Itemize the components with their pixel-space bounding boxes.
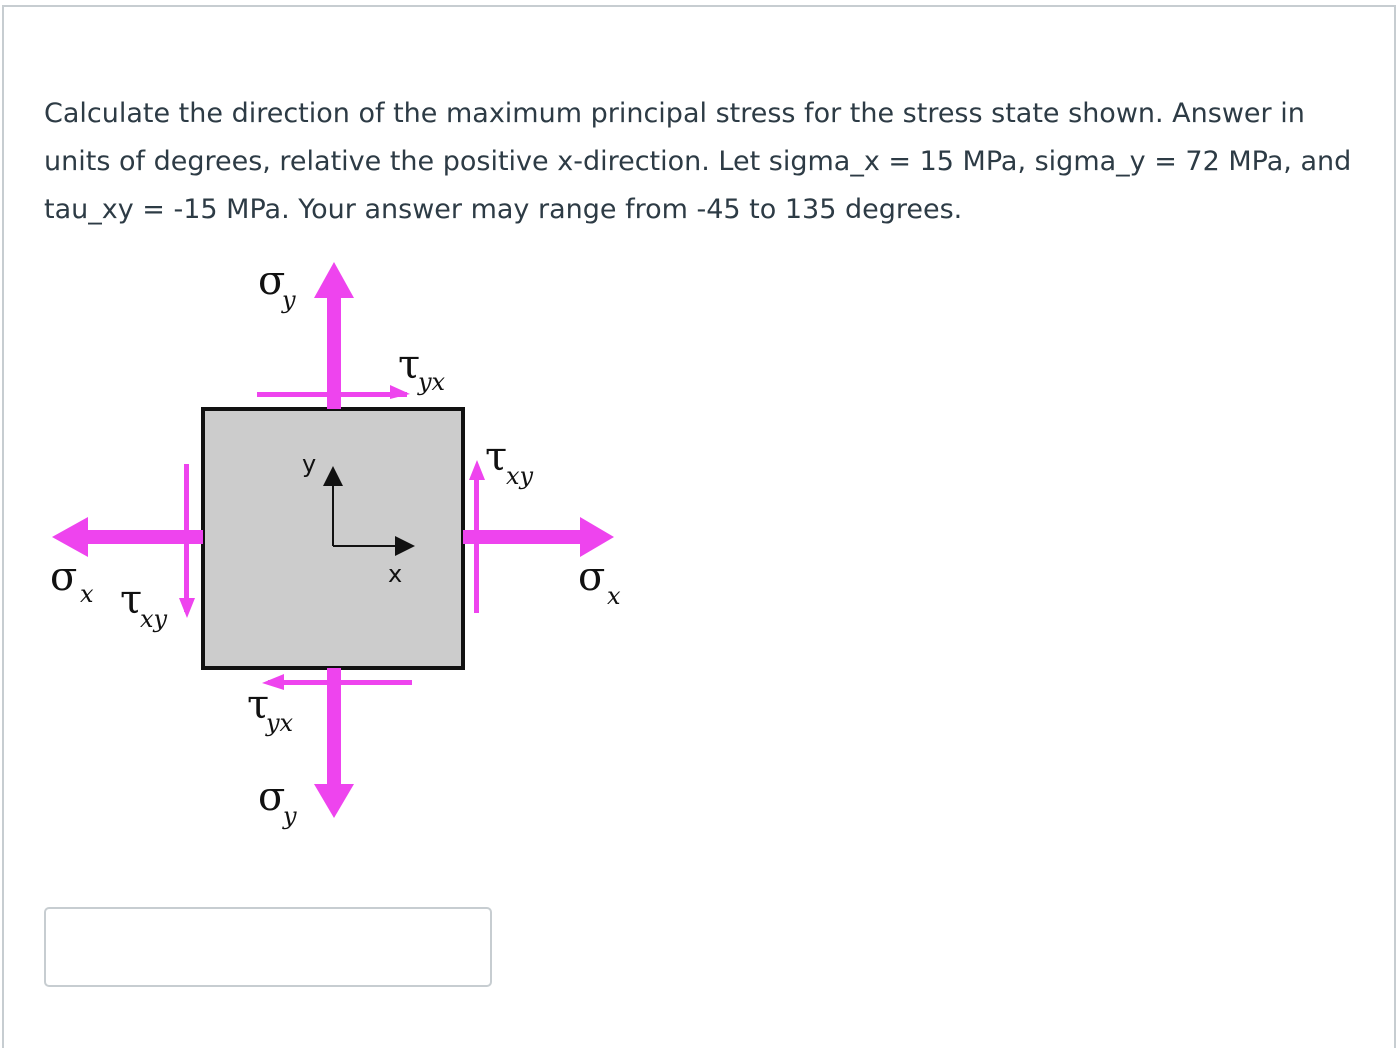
subscript-x: x xyxy=(607,582,621,610)
tau-symbol: τ xyxy=(485,434,508,480)
sigma-x-right-arrow xyxy=(463,517,614,557)
sigma-symbol: σ xyxy=(50,554,78,600)
tau-symbol: τ xyxy=(398,342,421,388)
tau-symbol: τ xyxy=(247,682,270,728)
tau-symbol: τ xyxy=(120,577,143,623)
subscript-yx: yx xyxy=(418,368,446,396)
subscript-yx: yx xyxy=(266,709,294,737)
label-sigma-x-left xyxy=(50,554,94,608)
subscript-xy: xy xyxy=(140,605,168,633)
subscript-x: x xyxy=(80,580,94,608)
answer-input[interactable] xyxy=(44,907,492,987)
sigma-y-top-arrow xyxy=(314,262,354,409)
axis-label-y: y xyxy=(302,450,317,478)
label-sigma-x-right xyxy=(578,554,621,610)
label-sigma-y-top xyxy=(258,258,296,314)
sigma-x-left-arrow xyxy=(52,517,203,557)
label-tau-xy-left xyxy=(120,577,168,633)
label-tau-yx-bottom xyxy=(247,682,294,737)
subscript-y: y xyxy=(282,286,296,314)
subscript-xy: xy xyxy=(506,462,534,490)
question-text: Calculate the direction of the maximum principal stress for the stress state shown. Answer in units of degrees, relative the positive x-direction. Let sigma_x = 15 MPa, sigma_y = 72 MPa, and tau_xy = -15 MPa. Your answer may range from -45 to 135 degrees. xyxy=(44,98,1352,225)
axis-label-x: x xyxy=(388,560,403,588)
sigma-y-bottom-arrow xyxy=(314,668,354,818)
sigma-symbol: σ xyxy=(258,258,286,304)
label-sigma-y-bottom xyxy=(258,774,297,830)
subscript-y: y xyxy=(283,802,297,830)
label-tau-yx-top xyxy=(398,342,446,396)
label-tau-xy-right xyxy=(485,434,534,490)
stress-element-diagram xyxy=(0,0,700,860)
sigma-symbol: σ xyxy=(578,554,606,600)
sigma-symbol: σ xyxy=(258,774,286,820)
